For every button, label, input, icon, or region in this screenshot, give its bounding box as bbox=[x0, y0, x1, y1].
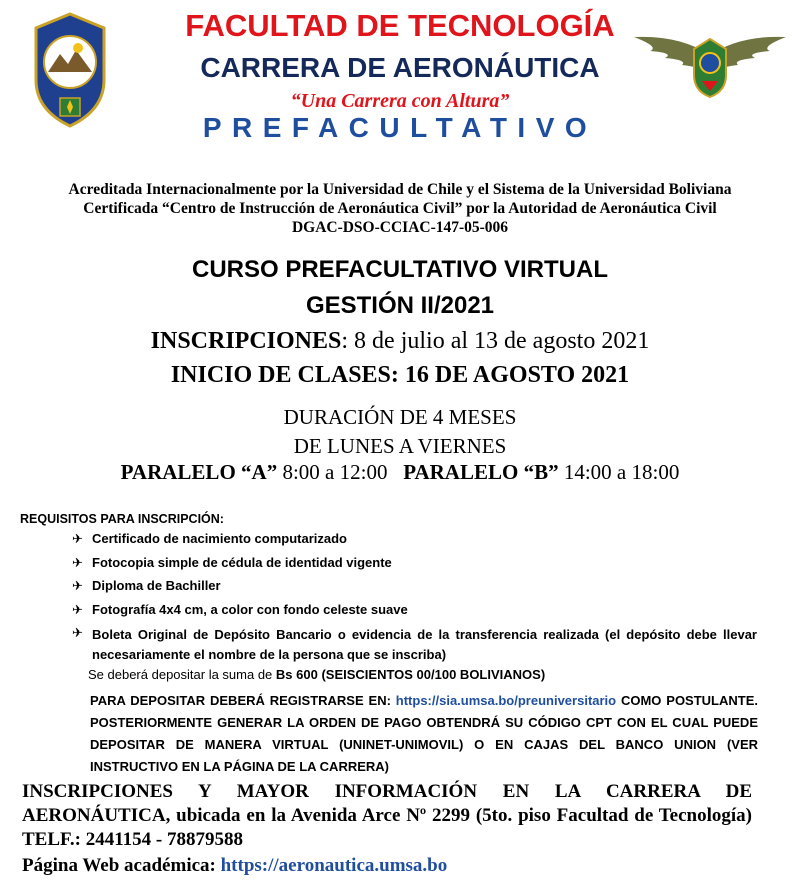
list-item: ✈ Certificado de nacimiento computarizado bbox=[72, 531, 347, 547]
website-link[interactable]: https://aeronautica.umsa.bo bbox=[220, 855, 448, 876]
deposit-intro: Se deberá depositar la suma de bbox=[88, 667, 276, 682]
list-item: ✈ Fotografía 4x4 cm, a color con fondo celeste suave bbox=[72, 602, 408, 618]
class-start: INICIO DE CLASES: 16 DE AGOSTO 2021 bbox=[170, 362, 630, 388]
airplane-icon: ✈ bbox=[72, 579, 83, 594]
registration-range: : 8 de julio al 13 de agosto 2021 bbox=[341, 328, 650, 354]
preuniversitario-link[interactable]: https://sia.umsa.bo/preuniversitario bbox=[395, 693, 617, 708]
register-prefix: PARA DEPOSITAR DEBERÁ REGISTRARSE EN: bbox=[90, 693, 396, 708]
career-title: CARRERA DE AERONÁUTICA bbox=[200, 52, 600, 83]
certification-code: DGAC-DSO-CCIAC-147-05-006 bbox=[291, 219, 509, 236]
list-item: ✈ Boleta Original de Depósito Bancario o evidencia de la transferencia realizada (el depósito debe llevar necesariamente el nombre de la persona que se inscriba) bbox=[72, 626, 757, 662]
deposit-instructions bbox=[90, 690, 758, 778]
duration: DURACIÓN DE 4 MESES bbox=[283, 405, 517, 429]
duration-block bbox=[0, 403, 800, 461]
group-a-label: PARALELO “A” bbox=[120, 460, 278, 484]
accreditation-line: Acreditada Internacionalmente por la Universidad de Chile y el Sistema de la Universidad Boliviana bbox=[68, 181, 732, 198]
contact-info: INSCRIPCIONES Y MAYOR INFORMACIÓN EN LA CARRERA DE AERONÁUTICA, ubicada en la Avenida Arce Nº 2299 (5to. piso Facultad de Tecnología) TELF.: 2441154 - 78879588 bbox=[22, 781, 752, 850]
deposit-value: Bs 600 (SEISCIENTOS 00/100 BOLIVIANOS) bbox=[275, 667, 546, 682]
deposit-amount bbox=[88, 667, 545, 682]
group-a-time: 8:00 a 12:00 bbox=[277, 460, 404, 484]
course-title: CURSO PREFACULTATIVO VIRTUAL bbox=[192, 256, 608, 283]
groups-schedule bbox=[0, 460, 800, 485]
requirements-title: REQUISITOS PARA INSCRIPCIÓN: bbox=[20, 512, 224, 526]
airplane-icon: ✈ bbox=[72, 626, 83, 641]
accreditation-block bbox=[0, 180, 800, 237]
faculty-title: FACULTAD DE TECNOLOGÍA bbox=[185, 8, 615, 43]
group-b-time: 14:00 a 18:00 bbox=[558, 460, 680, 484]
airplane-icon: ✈ bbox=[72, 532, 83, 547]
airplane-icon: ✈ bbox=[72, 603, 83, 618]
certification-line: Certificada “Centro de Instrucción de Aeronáutica Civil” por la Autoridad de Aeronáutica Civil bbox=[83, 200, 717, 217]
academic-web bbox=[22, 855, 447, 877]
course-term: GESTIÓN II/2021 bbox=[305, 292, 495, 319]
group-b-label: PARALELO “B” bbox=[403, 460, 559, 484]
program-title: PREFACULTATIVO bbox=[202, 112, 598, 143]
register-suffix: COMO POSTULANTE. POSTERIORMENTE GENERAR LA ORDEN DE PAGO OBTENDRÁ SU CÓDIGO CPT CON EL CUAL PUEDE DEPOSITAR DE MANERA VIRTUAL (UNINET-UNIMOVIL) O EN CAJAS DEL BANCO UNION (VER INSTRUCTIVO EN LA PÁGINA DE LA CARRERA) bbox=[90, 693, 759, 774]
registration-dates bbox=[0, 328, 800, 355]
registration-label: INSCRIPCIONES bbox=[150, 328, 342, 354]
list-item: ✈ Diploma de Bachiller bbox=[72, 578, 221, 594]
airplane-icon: ✈ bbox=[72, 556, 83, 571]
schedule-days: DE LUNES A VIERNES bbox=[293, 434, 507, 458]
web-label: Página Web académica: bbox=[22, 855, 221, 876]
slogan: “Una Carrera con Altura” bbox=[290, 90, 510, 112]
list-item: ✈ Fotocopia simple de cédula de identidad vigente bbox=[72, 555, 392, 571]
